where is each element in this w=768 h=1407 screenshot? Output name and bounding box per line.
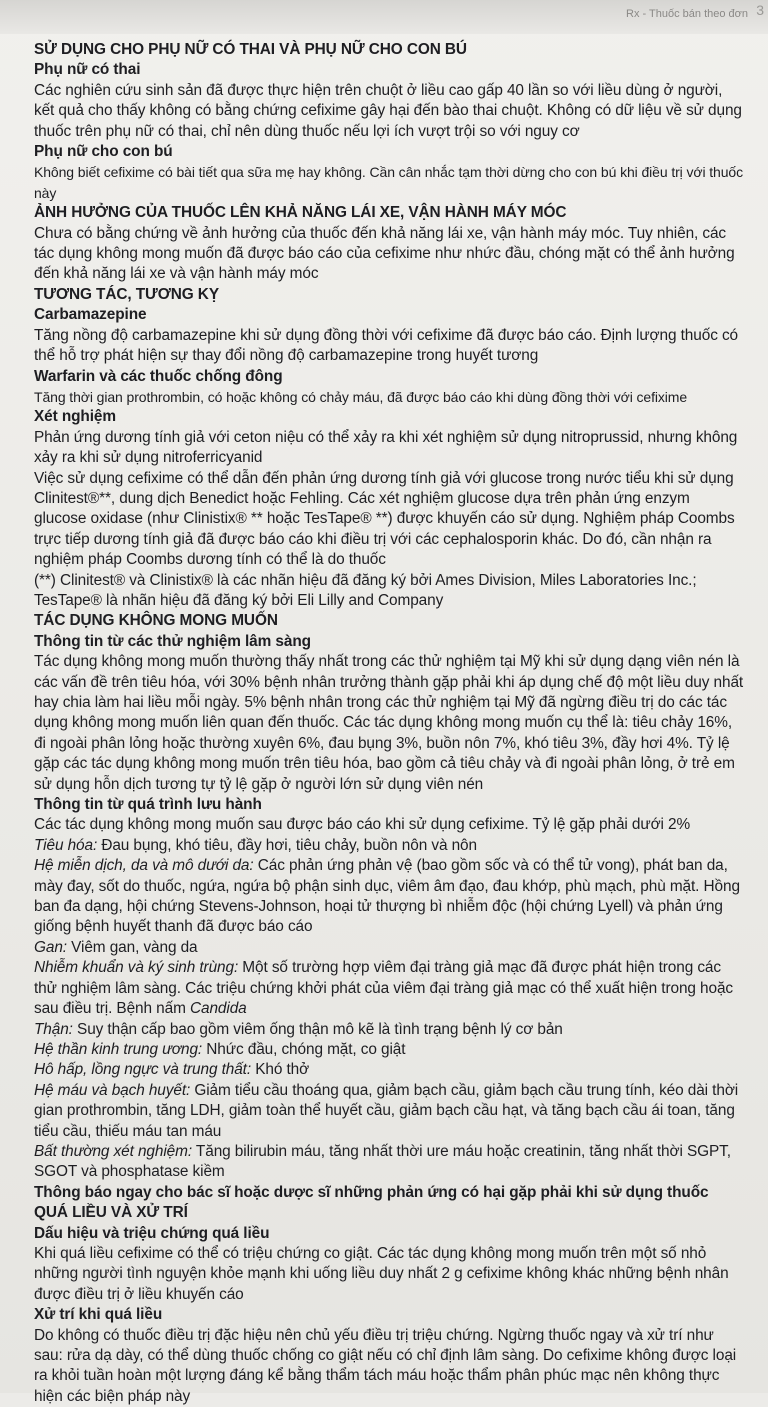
adverse-item-text: Một số trường hợp viêm đại tràng giả mạc đã được phát hiện trong các thử nghiệm lâm sàng. Các triệu chứng khởi phát của viêm đại tràng giả mạc có thể xuất hiện trong hoặc sau điều trị. Bệnh nấm [34, 959, 734, 1018]
tests-subheading: Xét nghiệm [34, 408, 116, 426]
pregnant-text: Các nghiên cứu sinh sản đã được thực hiện trên chuột ở liều cao gấp 40 lần so với liều dùng ở người, kết quả cho thấy không có bằng chứng cefixime gây hại đến bào thai chuột. Không có dữ liệu về sử dụng thuốc trên phụ nữ có thai, chỉ nên dùng thuốc nếu lợi ích vượt trội so với nguy cơ [34, 81, 742, 140]
adverse-item-text: Viêm gan, vàng da [66, 938, 198, 956]
adverse-item-text: Giảm tiểu cầu thoáng qua, giảm bạch cầu, giảm bạch cầu trung tính, kéo dài thời gian prothrombin, tăng LDH, giảm toàn thể huyết cầu, giảm bạch cầu hạt, và tăng bạch cầu ái toan, tăng tiểu cầu, thiếu máu tan máu [34, 1081, 739, 1140]
driving-heading: ẢNH HƯỞNG CỦA THUỐC LÊN KHẢ NĂNG LÁI XE, VẬN HÀNH MÁY MÓC [34, 204, 567, 222]
page-mark: 3 [756, 2, 764, 18]
adverse-item-blood [34, 1081, 746, 1142]
driving-text: Chưa có bằng chứng về ảnh hưởng của thuốc đến khả năng lái xe, vận hành máy móc. Tuy nhiên, các tác dụng không mong muốn đã được báo cáo của cefixime như nhức đầu, chóng mặt có thể ảnh hưởng đến khả năng lái xe và vận hành máy móc [34, 224, 735, 283]
adverse-item-label: Gan: [34, 938, 67, 956]
carbamazepine-text: Tăng nồng độ carbamazepine khi sử dụng đồng thời với cefixime đã được báo cáo. Định lượng thuốc có thể hỗ trợ phát hiện sự thay đổi nồng độ carbamazepine trong huyết tương [34, 326, 739, 365]
trials-text: Tác dụng không mong muốn thường thấy nhất trong các thử nghiệm tại Mỹ khi sử dụng dạng viên nén là các vấn đề trên tiêu hóa, với 30% bệnh nhân trưởng thành gặp phải khi áp dụng chế độ một liều duy nhất hay chia làm hai liều mỗi ngày. 5% bệnh nhân trong các thử nghiệm tại Mỹ đã ngừng điều trị do các tác dụng không mong muốn liên quan đến thuốc. Các tác dụng không mong muốn cụ thể là: tiêu chảy 16%, đi ngoài phân lỏng hoặc thường xuyên 6%, đau bụng 3%, buồn nôn 7%, khó tiêu 3%, đầy hơi 4%. Tỷ lệ gặp các tác dụng không mong muốn trên tiêu hóa, bao gồm cả tiêu chảy và đi ngoài phân lỏng, ở trẻ em sử dụng hỗn dịch tương tự tỷ lệ gặp ở người lớn sử dụng viên nén [34, 653, 744, 793]
adverse-notice: Thông báo ngay cho bác sĩ hoặc dược sĩ những phản ứng có hại gặp phải khi sử dụng thuốc [34, 1183, 709, 1201]
adverse-item-label: Tiêu hóa: [34, 836, 98, 854]
overdose-signs-text: Khi quá liều cefixime có thể có triệu chứng co giật. Các tác dụng không mong muốn trên một số nhỏ những người tình nguyện khỏe mạnh khi uống liều duy nhất 2 g cefixime không khác những bệnh nhân được điều trị ở liều khuyến cáo [34, 1244, 729, 1303]
tests-text-3: (**) Clinitest® và Clinistix® là các nhãn hiệu đã đăng ký bởi Ames Division, Miles Laboratories Inc.; TesTape® là nhãn hiệu đã đăng ký bởi Eli Lilly and Company [34, 571, 697, 609]
carbamazepine-subheading: Carbamazepine [34, 306, 147, 324]
pregnancy-heading: SỬ DỤNG CHO PHỤ NỮ CÓ THAI VÀ PHỤ NỮ CHO CON BÚ [34, 41, 467, 58]
interactions-heading: TƯƠNG TÁC, TƯƠNG KỴ [34, 285, 219, 303]
adverse-item-lab-abnormal [34, 1142, 746, 1183]
adverse-item-italic-tail: Candida [189, 1000, 247, 1018]
adverse-item-label: Thận: [34, 1020, 73, 1038]
adverse-item-immune-skin [34, 856, 746, 938]
adverse-item-text: Nhức đầu, chóng mặt, co giật [202, 1040, 406, 1058]
adverse-item-liver [34, 938, 746, 958]
adverse-item-label: Hô hấp, lồng ngực và trung thất: [34, 1061, 252, 1079]
leaflet-content [34, 40, 746, 1407]
tests-text-1: Phản ứng dương tính giả với ceton niệu có thể xảy ra khi xét nghiệm sử dụng nitroprussid, nhưng không xảy ra khi sử dụng nitroferricyanid [34, 428, 738, 467]
adverse-item-infections [34, 958, 746, 1019]
breastfeeding-subheading: Phụ nữ cho con bú [34, 143, 173, 161]
top-strip [0, 0, 768, 34]
warfarin-subheading: Warfarin và các thuốc chống đông [34, 367, 283, 385]
overdose-heading: QUÁ LIỀU VÀ XỬ TRÍ [34, 1204, 188, 1222]
warfarin-text: Tăng thời gian prothrombin, có hoặc không có chảy máu, đã được báo cáo khi dùng đồng thời với cefixime [34, 388, 688, 405]
pregnant-subheading: Phụ nữ có thai [34, 61, 141, 79]
adverse-item-digestive [34, 836, 746, 856]
adverse-item-label: Hệ thần kinh trung ương: [34, 1040, 203, 1058]
adverse-item-text: Suy thận cấp bao gồm viêm ống thận mô kẽ là tình trạng bệnh lý cơ bản [72, 1020, 563, 1038]
leaflet-header: Rx - Thuốc bán theo đơn [626, 8, 748, 20]
adverse-item-label: Bất thường xét nghiệm: [34, 1142, 193, 1160]
adverse-item-kidney [34, 1020, 746, 1040]
overdose-treatment-text: Do không có thuốc điều trị đặc hiệu nên chủ yếu điều trị triệu chứng. Ngừng thuốc ngay và xử trí như sau: rửa dạ dày, có thể dùng thuốc chống co giật nếu có chỉ định lâm sàng. Do cefixime không được loại ra khỏi tuần hoàn một lượng đáng kể bằng thẩm tách máu hoặc thẩm phân phúc mạc nên không thực hiện các biện pháp này [34, 1326, 737, 1405]
postmarketing-subheading: Thông tin từ quá trình lưu hành [34, 796, 262, 814]
trials-subheading: Thông tin từ các thử nghiệm lâm sàng [34, 632, 311, 650]
adverse-item-text: Đau bụng, khó tiêu, đầy hơi, tiêu chảy, buồn nôn và nôn [97, 836, 477, 854]
adverse-item-cns [34, 1040, 746, 1060]
postmarketing-text: Các tác dụng không mong muốn sau được báo cáo khi sử dụng cefixime. Tỷ lệ gặp phải dưới 2% [34, 816, 691, 834]
tests-text-2: Việc sử dụng cefixime có thể dẫn đến phản ứng dương tính giả với glucose trong nước tiểu khi sử dụng Clinitest®**, dung dịch Benedict hoặc Fehling. Các xét nghiệm glucose dựa trên phản ứng enzym glucose oxidase (như Clinistix® ** hoặc TesTape® **) được khuyến cáo sử dụng. Nghiệm pháp Coombs trực tiếp dương tính giả đã được báo cáo khi điều trị với các cephalosporin khác. Do đó, cần nhận ra nghiệm pháp Coombs dương tính có thể là do thuốc [34, 469, 735, 569]
adverse-item-label: Hệ máu và bạch huyết: [34, 1081, 191, 1099]
adverse-item-label: Nhiễm khuẩn và ký sinh trùng: [34, 959, 239, 977]
overdose-treatment-subheading: Xử trí khi quá liều [34, 1306, 163, 1324]
adverse-effects-list [34, 836, 746, 1183]
breastfeeding-text: Không biết cefixime có bài tiết qua sữa mẹ hay không. Cần cân nhắc tạm thời dừng cho con bú khi điều trị với thuốc này [34, 164, 743, 201]
adverse-item-text: Khó thở [251, 1061, 310, 1079]
adverse-item-respiratory [34, 1060, 746, 1080]
adverse-item-text: Tăng bilirubin máu, tăng nhất thời ure máu hoặc creatinin, tăng nhất thời SGPT, SGOT và phosphatase kiềm [34, 1142, 731, 1181]
overdose-signs-subheading: Dấu hiệu và triệu chứng quá liều [34, 1224, 270, 1242]
adverse-item-text: Các phản ứng phản vệ (bao gồm sốc và có thể tử vong), phát ban da, mày đay, sốt do thuốc, ngứa, ngứa bộ phận sinh dục, viêm âm đạo, đau khớp, phù mạch, phù mặt. Hồng ban đa dạng, hội chứng Stevens-Johnson, hoại tử thượng bì nhiễm độc (hội chứng Lyell) và phản ứng giống bệnh huyết thanh đã được báo cáo [34, 857, 740, 936]
adverse-item-label: Hệ miễn dịch, da và mô dưới da: [34, 857, 254, 875]
adverse-heading: TÁC DỤNG KHÔNG MONG MUỐN [34, 612, 278, 630]
